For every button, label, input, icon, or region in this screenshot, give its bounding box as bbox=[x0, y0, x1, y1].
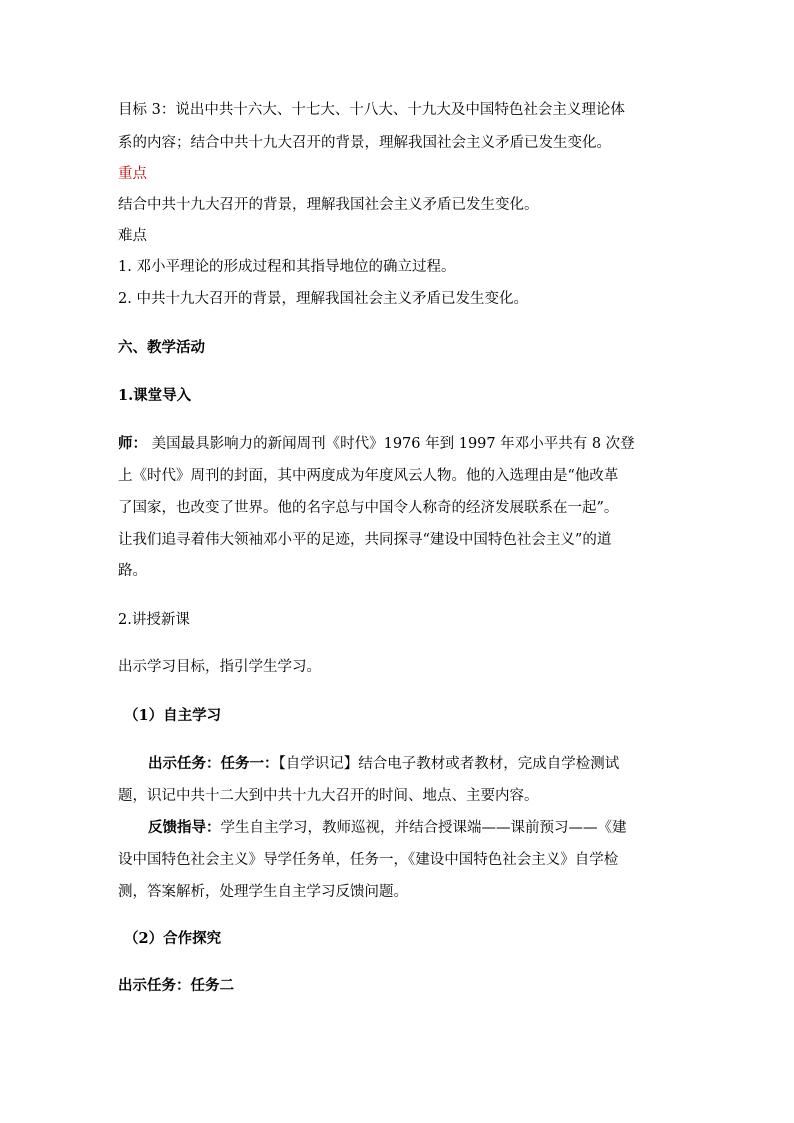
new-lesson-text: 出示学习目标，指引学生学习。 bbox=[118, 659, 321, 675]
feedback-line-3: 测，答案解析，处理学生自主学习反馈问题。 bbox=[118, 884, 408, 900]
difficult-point-heading: 难点 bbox=[118, 228, 147, 244]
cooperation-heading: （2）合作探究 bbox=[124, 930, 222, 947]
task-label: 出示任务：任务一： bbox=[148, 755, 279, 772]
intro-line-2: 上《时代》周刊的封面，其中两度成为年度风云人物。他的入选理由是“他改革 bbox=[118, 468, 619, 484]
objective-3-line-1: 目标 3：说出中共十六大、十七大、十八大、十九大及中国特色社会主义理论体 bbox=[118, 102, 625, 118]
feedback-line-1 bbox=[148, 818, 627, 838]
key-point-heading: 重点 bbox=[118, 166, 147, 182]
feedback-text-1: 学生自主学习，教师巡视，并结合授课端——课前预习——《建 bbox=[220, 820, 627, 836]
feedback-label: 反馈指导： bbox=[148, 819, 221, 836]
feedback-line-2: 设中国特色社会主义》导学任务单，任务一，《建设中国特色社会主义》自学检 bbox=[118, 852, 619, 868]
section-6-heading: 六、教学活动 bbox=[118, 339, 205, 356]
objective-3-line-2: 系的内容；结合中共十九大召开的背景，理解我国社会主义矛盾已发生变化。 bbox=[118, 135, 611, 151]
teacher-label: 师： bbox=[118, 435, 147, 452]
difficult-point-item-2: 2. 中共十九大召开的背景，理解我国社会主义矛盾已发生变化。 bbox=[118, 291, 528, 307]
key-point-text: 结合中共十九大召开的背景，理解我国社会主义矛盾已发生变化。 bbox=[118, 197, 539, 213]
intro-line-4: 让我们追寻着伟大领袖邓小平的足迹，共同探寻“建设中国特色社会主义”的道 bbox=[118, 532, 612, 548]
cooperation-task: 出示任务：任务二 bbox=[118, 977, 234, 994]
new-lesson-heading: 2.讲授新课 bbox=[118, 612, 190, 628]
intro-heading: 1.课堂导入 bbox=[118, 387, 192, 404]
intro-line-5: 路。 bbox=[118, 563, 147, 579]
intro-line-1 bbox=[118, 434, 635, 454]
intro-line-3: 了国家，也改变了世界。他的名字总与中国令人称奇的经济发展联系在一起”。 bbox=[118, 500, 619, 516]
self-study-task-line-2: 题，识记中共十二大到中共十九大召开的时间、地点、主要内容。 bbox=[118, 788, 539, 804]
self-study-heading: （1）自主学习 bbox=[124, 707, 222, 724]
self-study-task-line-1 bbox=[148, 754, 619, 774]
difficult-point-item-1: 1. 邓小平理论的形成过程和其指导地位的确立过程。 bbox=[118, 259, 456, 275]
intro-text-1: 美国最具影响力的新闻周刊《时代》1976 年到 1997 年邓小平共有 8 次登 bbox=[147, 436, 635, 452]
task-text-1: 【自学识记】结合电子教材或者教材，完成自学检测试 bbox=[278, 756, 620, 772]
